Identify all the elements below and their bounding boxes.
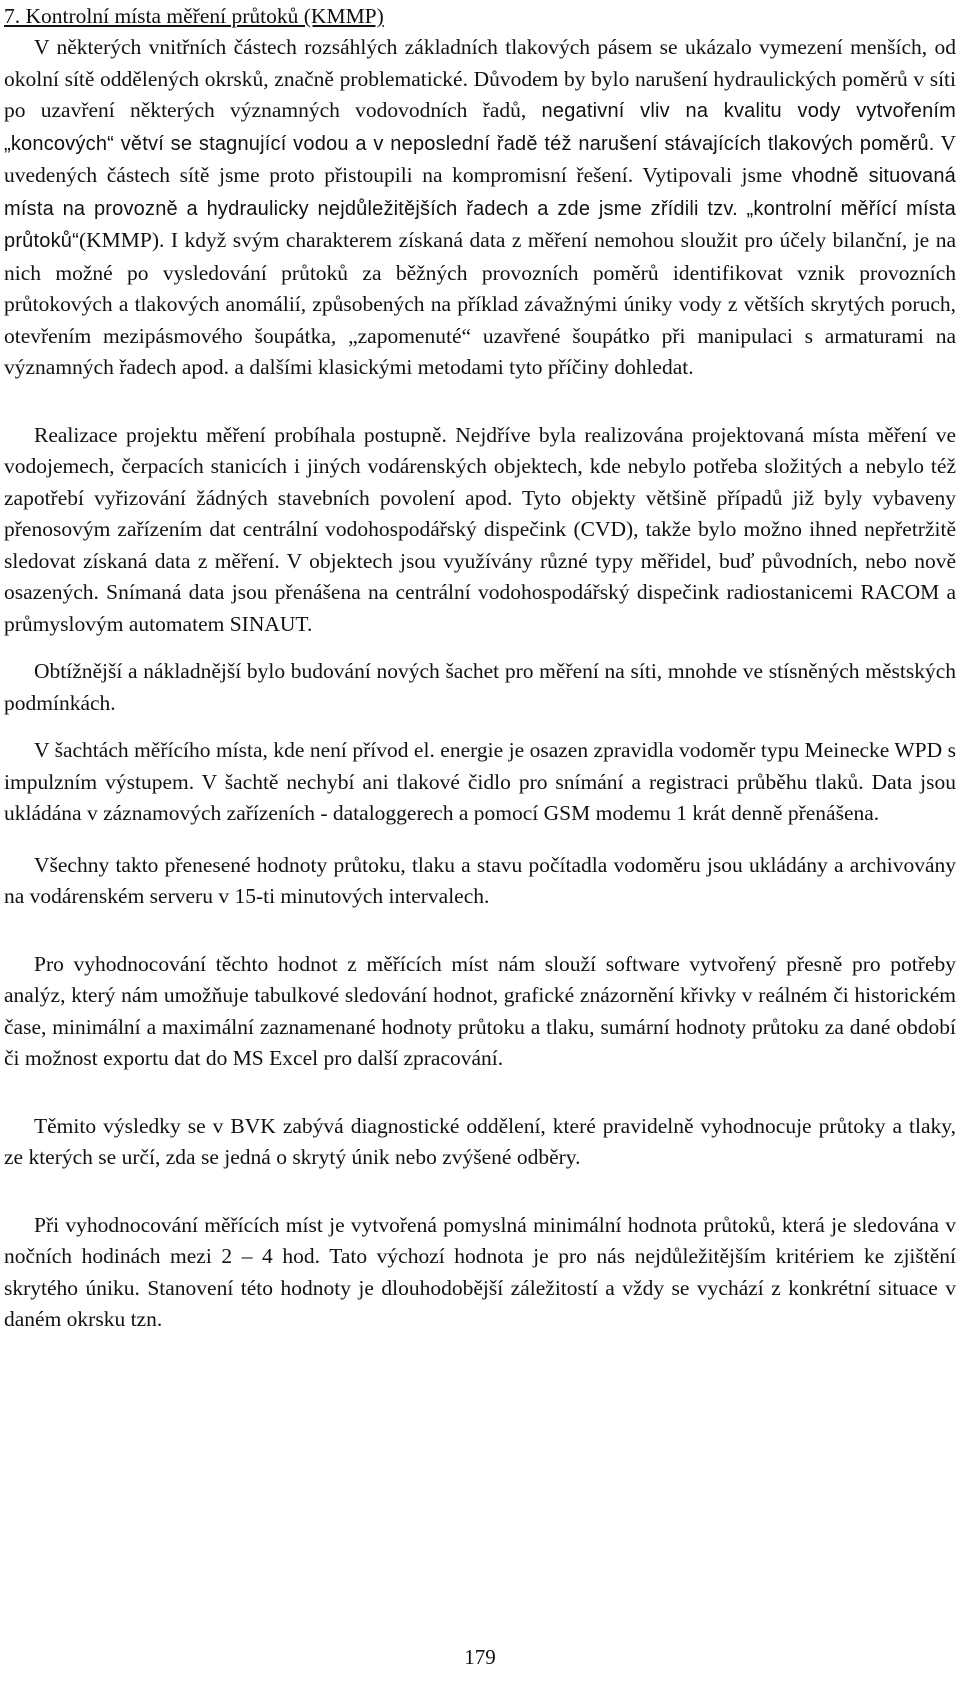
paragraph-shaft-equipment: V šachtách měřícího místa, kde není přívod el. energie je osazen zpravidla vodoměr typu Meinecke WPD s impulzním výstupem. V šachtě nechybí ani tlakové čidlo pro snímání a registraci průběhu tlaků. Data jsou ukládána v záznamových zařízeních - dataloggerech a pomocí GSM modemu 1 krát denně přenášena. (4, 738, 956, 825)
paragraph-kmmp-intro (4, 32, 956, 384)
paragraph-kmmp-intro-part-c: V uvedených částech sítě jsme proto přistoupili na kompromisní řešení. Vytipovali jsme (4, 130, 956, 187)
paragraph-diagnostics-department: Těmito výsledky se v BVK zabývá diagnostické oddělení, které pravidelně vyhodnocuje průtoky a tlaky, ze kterých se určí, zda se jedná o skrytý únik nebo zvýšené odběry. (4, 1113, 956, 1169)
paragraph-data-archiving: Všechny takto přenesené hodnoty průtoku, tlaku a stavu počítadla vodoměru jsou ukládány a archivovány na vodárenském serveru v 15-ti minutových intervalech. (4, 852, 956, 908)
paragraph-minimum-flow: Při vyhodnocování měřících míst je vytvořená pomyslná minimální hodnota průtoků, která je sledována v nočních hodinách mezi 2 – 4 hod. Tato výchozí hodnota je pro nás nejdůležitějším kritériem ke zjištění skrytého úniku. Stanovení této hodnoty je dlouhodobější záležitostí a vždy se vychází z konkrétní situace v daném okrsku tzn. (4, 1212, 956, 1331)
section-heading: 7. Kontrolní místa měření průtoků (KMMP) (4, 4, 384, 28)
paragraph-new-shafts: Obtížnější a nákladnější bylo budování nových šachet pro měření na síti, mnohde ve stísněných městských podmínkách. (4, 659, 956, 715)
paragraph-kmmp-intro-part-b: negativní vliv na kvalitu vody vytvořením „koncových“ větví se stagnující vodou a v neposlední řadě též narušení stávajících tlakových poměrů. (4, 100, 957, 155)
paragraph-kmmp-intro-part-e: (KMMP). I když svým charakterem získaná data z měření nemohou sloužit pro účely bilanční, je na nich možné po vysledování průtoků za běžných provozních poměrů identifikovat vznik provozních průtokových a tlakových anomálií, způsobených na příklad závažnými úniky vody z větších skrytých poruch, otevřením mezipásmového šoupátka, „zapomenuté“ uzavřené šoupátko při manipulaci s armaturami na významných řadech apod. a dalšími klasickými metodami tyto příčiny dohledat. (4, 228, 956, 379)
document-body (4, 2, 956, 1336)
paragraph-evaluation-software: Pro vyhodnocování těchto hodnot z měřících míst nám slouží software vytvořený přesně pro potřeby analýz, který nám umožňuje tabulkové sledování hodnot, grafické znázornění křivky v reálném či historickém čase, minimální a maximální zaznamenané hodnoty průtoku a tlaku, sumární hodnoty průtoku za dané období či možnost exportu dat do MS Excel pro další zpracování. (4, 951, 956, 1070)
paragraph-kmmp-intro-part-a: V některých vnitřních částech rozsáhlých základních tlakových pásem se ukázalo vymezení menších, od okolní sítě oddělených okrsků, značně problematické. Důvodem by bylo narušení hydraulických poměrů v síti po uzavření některých významných vodovodních řadů, (4, 35, 956, 122)
paragraph-kmmp-intro-part-d: vhodně situovaná místa na provozně a hydraulicky nejdůležitějších řadech a zde jsme zřídili tzv. „kontrolní měřící místa průtoků“ (4, 165, 956, 252)
paragraph-project-realization: Realizace projektu měření probíhala postupně. Nejdříve byla realizována projektovaná místa měření ve vodojemech, čerpacích stanicích i jiných vodárenských objektech, kde nebylo potřeba složitých a nebylo též zapotřebí vyřizování žádných stavebních povolení apod. Tyto objekty většině případů již byly vybaveny přenosovým zařízením dat centrální vodohospodářský dispečink (CVD), takže bylo možno ihned nepřetržitě sledovat získaná data z měření. V objektech jsou využívány různé typy měřidel, buď původních, nebo nově osazených. Snímaná data jsou přenášena na centrální vodohospodářský dispečink radiostanicemi RACOM a průmyslovým automatem SINAUT. (4, 422, 956, 636)
page-number: 179 (464, 1645, 496, 1669)
